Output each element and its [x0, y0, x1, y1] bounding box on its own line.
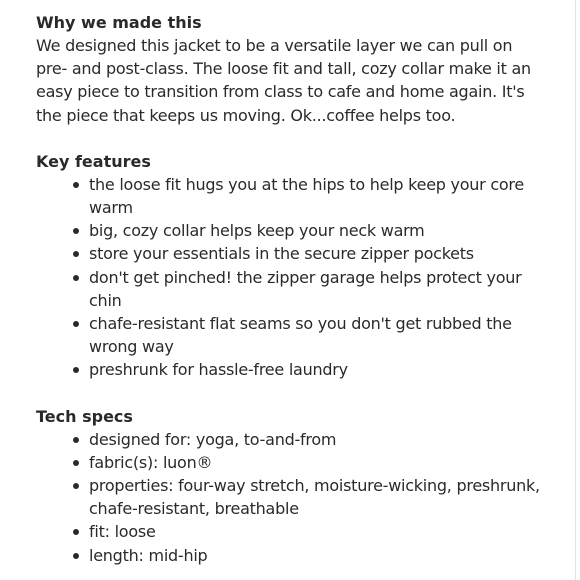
- bullet-icon: [73, 529, 79, 535]
- right-edge-divider: [575, 0, 576, 580]
- why-body: We designed this jacket to be a versatile layer we can pull on pre- and post-class. The loose fit and tall, cozy collar make it an easy piece to transition from class to cafe and home again. It's the piece that keeps us moving. Ok...coffee helps too.: [36, 36, 531, 125]
- bullet-icon: [73, 182, 79, 188]
- specs-section: [36, 405, 580, 567]
- features-section: [36, 150, 580, 382]
- list-item-text: designed for: yoga, to-and-from: [89, 429, 337, 449]
- section-spacer: [36, 127, 580, 150]
- list-item-text: the loose fit hugs you at the hips to help keep your core warm: [89, 174, 524, 218]
- list-item: [36, 428, 549, 451]
- list-item: [36, 266, 549, 312]
- list-item-text: fabric(s): luon®: [89, 452, 213, 472]
- list-item: [36, 544, 549, 567]
- bullet-icon: [73, 228, 79, 234]
- list-item: [36, 451, 549, 474]
- bullet-icon: [73, 367, 79, 373]
- bullet-icon: [73, 251, 79, 257]
- why-section: [36, 11, 580, 127]
- list-item: [36, 474, 549, 520]
- bullet-icon: [73, 275, 79, 281]
- section-spacer: [36, 382, 580, 405]
- specs-heading: Tech specs: [36, 406, 133, 426]
- features-heading: Key features: [36, 151, 151, 171]
- list-item-text: properties: four-way stretch, moisture-wicking, preshrunk, chafe-resistant, breathable: [89, 476, 540, 519]
- list-item: [36, 173, 549, 219]
- list-item-text: don't get pinched! the zipper garage helps protect your chin: [89, 267, 522, 310]
- bullet-icon: [73, 460, 79, 466]
- bullet-icon: [73, 483, 79, 489]
- list-item: [36, 358, 549, 381]
- list-item-text: big, cozy collar helps keep your neck warm: [89, 221, 425, 241]
- list-item: [36, 242, 549, 265]
- list-item: [36, 520, 549, 543]
- list-item: [36, 312, 549, 358]
- list-item-text: chafe-resistant flat seams so you don't get rubbed the wrong way: [89, 314, 512, 357]
- bullet-icon: [73, 437, 79, 443]
- bullet-icon: [73, 553, 79, 559]
- bullet-icon: [73, 321, 79, 327]
- specs-list: [36, 428, 580, 567]
- features-list: [36, 173, 580, 382]
- list-item-text: store your essentials in the secure zipper pockets: [89, 244, 474, 264]
- list-item-text: fit: loose: [89, 522, 156, 542]
- list-item: [36, 219, 549, 242]
- list-item-text: preshrunk for hassle-free laundry: [89, 360, 348, 380]
- list-item-text: length: mid-hip: [89, 545, 208, 565]
- why-heading: Why we made this: [36, 13, 202, 32]
